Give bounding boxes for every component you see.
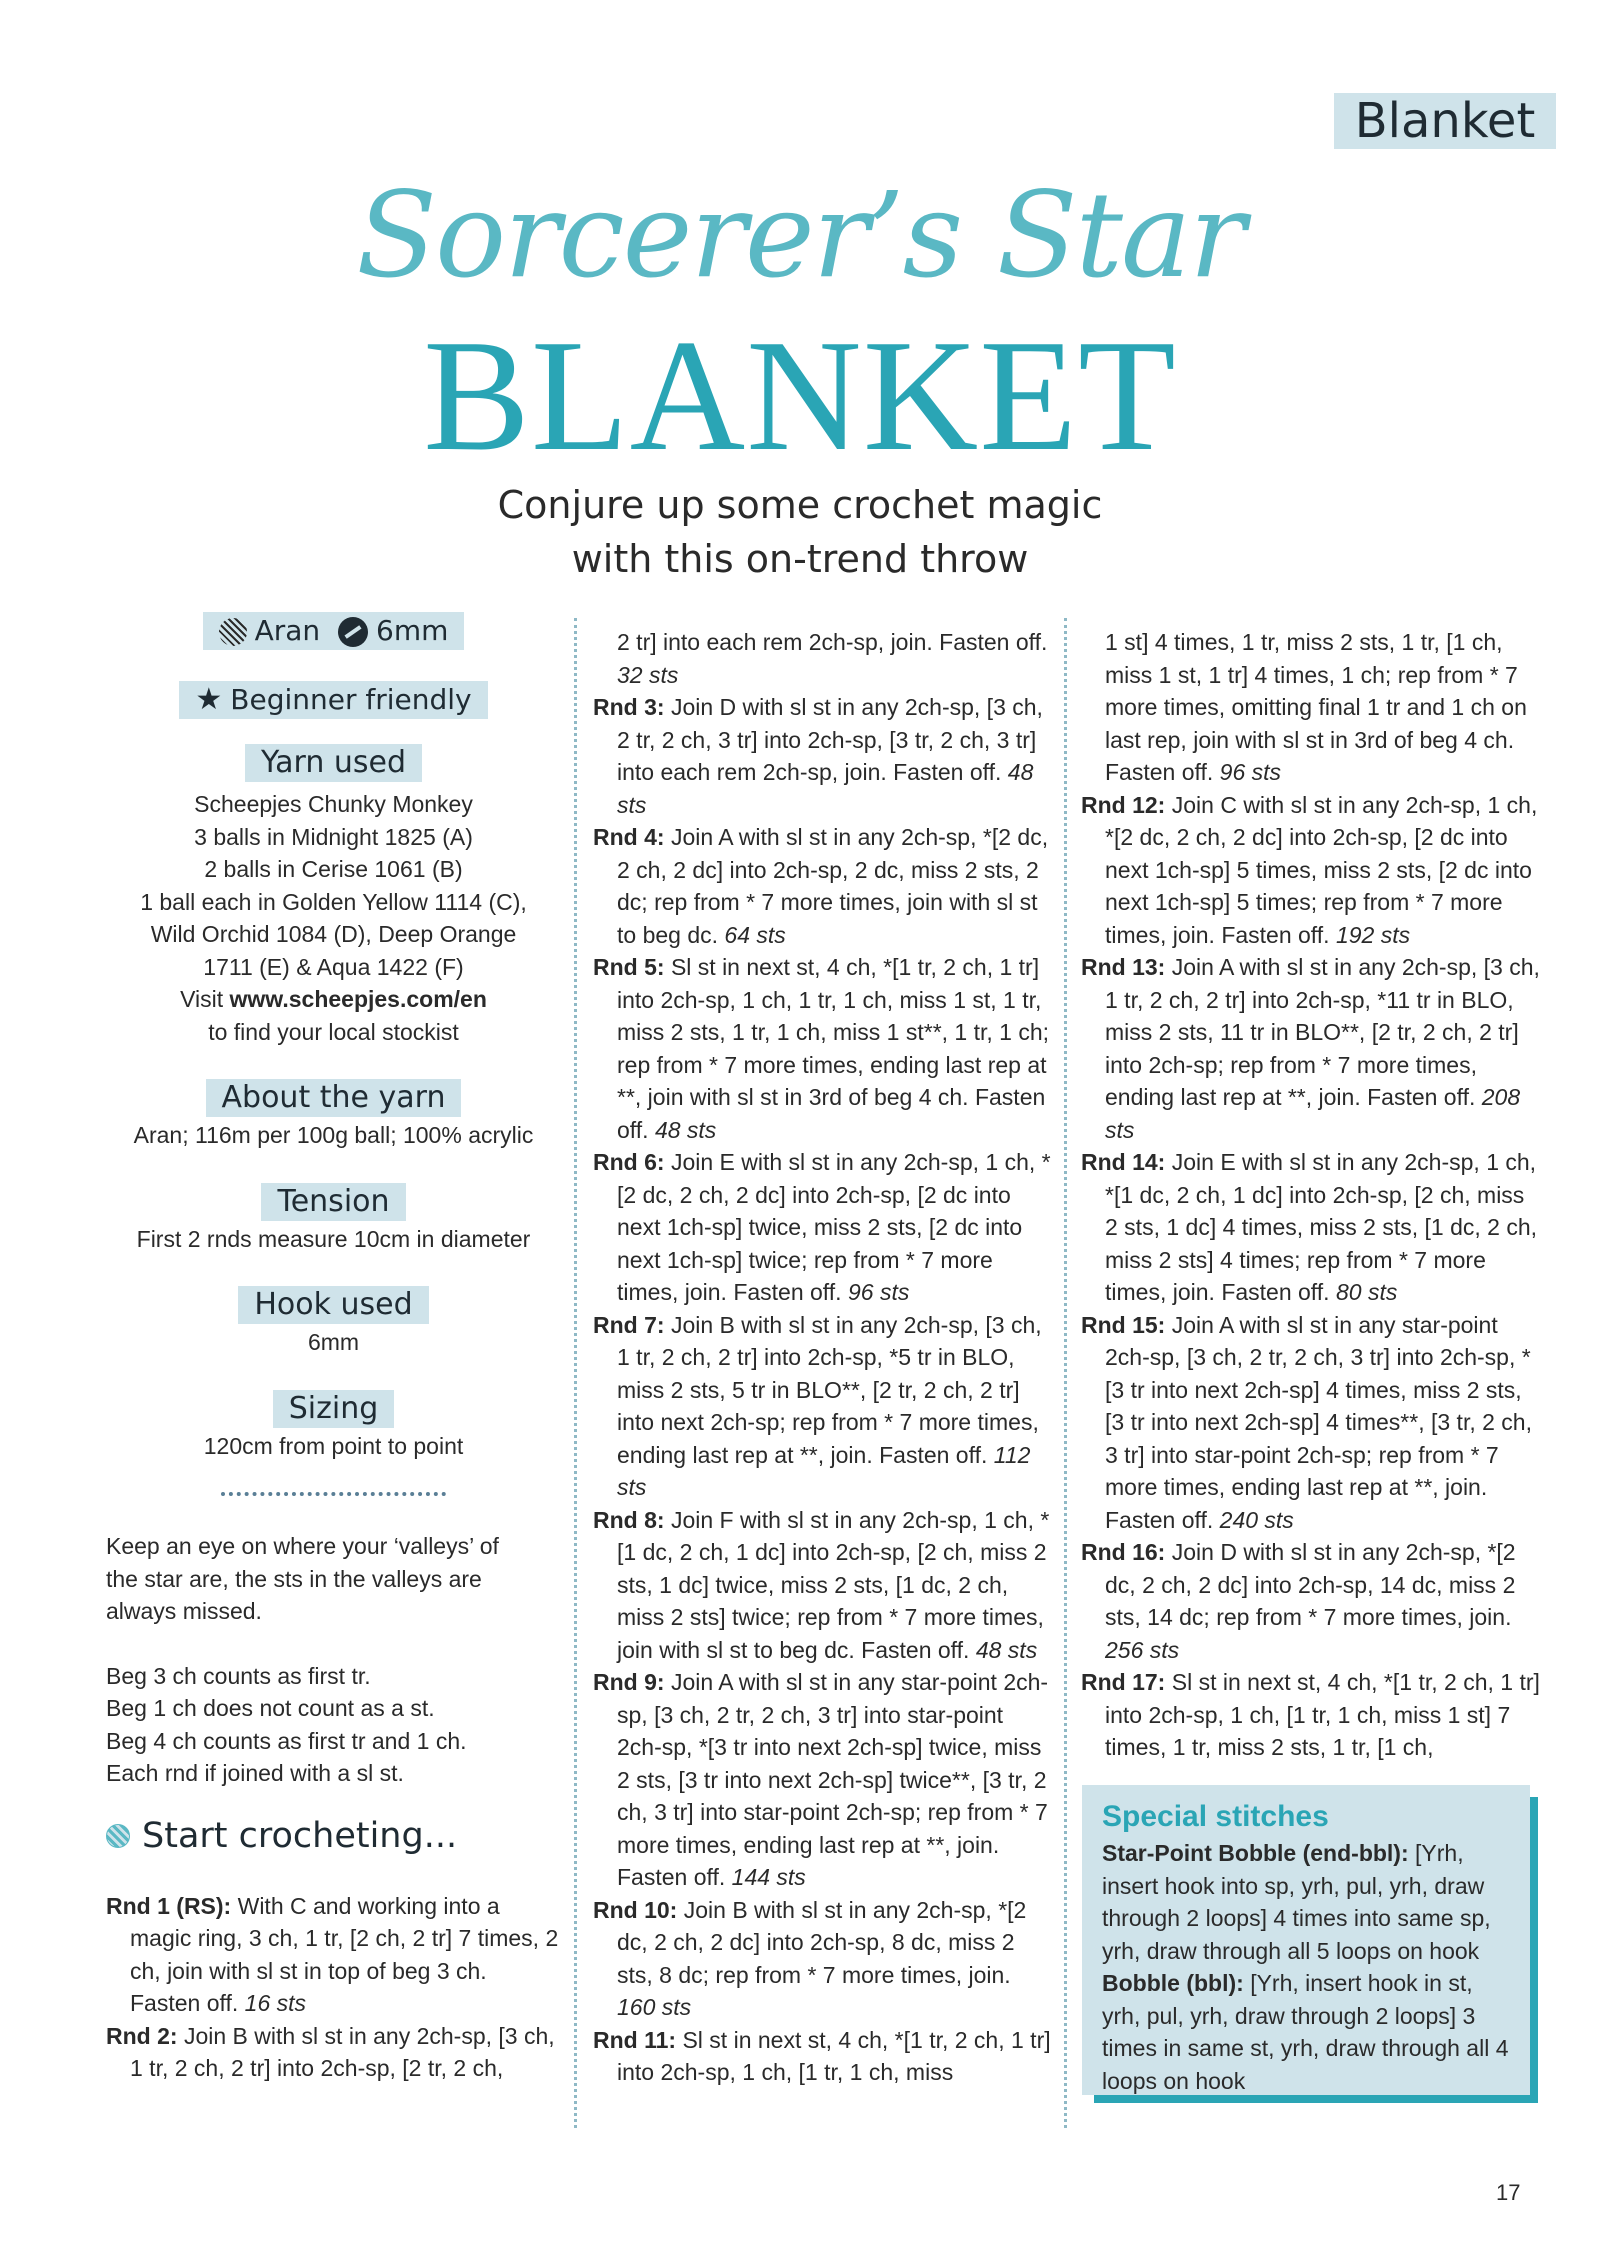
round-11-cont (1081, 626, 1541, 789)
round-label: Rnd 6: (593, 1149, 665, 1175)
round-count: 144 sts (731, 1864, 806, 1890)
round-count: 160 sts (617, 1994, 692, 2020)
yarn-line: 1 ball each in Golden Yellow 1114 (C), (140, 888, 527, 915)
level-pill (179, 681, 487, 719)
round-text: Join C with sl st in any 2ch-sp, 1 ch, *[2 dc, 2 ch, 2 dc] into 2ch-sp, [2 dc into next 1ch-sp] 5 times, miss 2 sts, [2 dc into next 1ch-sp] 5 times; rep from * 7 more times, join. Fasten off. (1105, 791, 1538, 948)
round-count: 48 sts (654, 1116, 717, 1143)
round-count: 48 sts (975, 1636, 1038, 1663)
round-count: 112 sts (617, 1441, 1031, 1500)
sizing-heading-row (106, 1390, 561, 1428)
round-12 (1081, 789, 1541, 952)
round-text: Join E with sl st in any 2ch-sp, 1 ch, *[1 dc, 2 ch, 1 dc] into 2ch-sp, [2 ch, miss 2 sts, 1 dc] 4 times, miss 2 sts, [1 dc, 2 ch, miss 2 sts] 4 times; rep from * 7 more times, join. Fasten off. (1105, 1149, 1538, 1305)
round-9 (593, 1666, 1053, 1894)
round-text: Join A with sl st in any 2ch-sp, [3 ch, 1 tr, 2 ch, 2 tr] into 2ch-sp, *11 tr in BLO, miss 2 sts, 11 tr in BLO**, [2 tr, 2 ch, 2 tr] into 2ch-sp; rep from * 7 more times, ending last rep at **, join. Fasten off. (1105, 954, 1540, 1110)
yarn-weight: Aran (254, 614, 321, 647)
round-count: 64 sts (724, 921, 786, 948)
sizing-heading: Sizing (273, 1390, 395, 1428)
round-count: 96 sts (847, 1279, 910, 1305)
stitch-label: Bobble (bbl): (1102, 1970, 1244, 1996)
about-yarn-text: Aran; 116m per 100g ball; 100% acrylic (133, 1122, 534, 1148)
round-text: Join B with sl st in any 2ch-sp, [3 ch, 1 tr, 2 ch, 2 tr] into 2ch-sp, [2 tr, 2 ch, (130, 2022, 555, 2081)
round-label: Rnd 13: (1081, 954, 1166, 980)
round-text: Sl st in next st, 4 ch, *[1 tr, 2 ch, 1 tr] into 2ch-sp, 1 ch, 1 tr, 1 ch, miss 1 st, 1 tr, miss 2 sts, 1 tr, 1 ch, miss 1 st**, 1 tr, 1 ch; rep from * 7 more times, ending last rep at **, join with sl st in 3rd of beg 4 ch. Fasten off. (617, 954, 1050, 1143)
round-10 (593, 1894, 1053, 2024)
round-8 (593, 1504, 1053, 1667)
star-icon: ★ (195, 682, 223, 717)
round-text: Sl st in next st, 4 ch, *[1 tr, 2 ch, 1 tr] into 2ch-sp, 1 ch, [1 tr, 1 ch, miss (617, 2026, 1051, 2085)
round-label: Rnd 10: (593, 1896, 678, 1923)
page-title-script: Sorcerer’s Star (356, 166, 1244, 304)
round-text: Join B with sl st in any 2ch-sp, *[2 dc, 2 ch, 2 dc] into 2ch-sp, 8 dc, miss 2 sts, 8 dc; rep from * 7 more times, join. (617, 1896, 1027, 1988)
round-label: Rnd 4: (593, 824, 665, 850)
special-stitch-spb (1102, 1837, 1514, 1967)
start-crocheting-heading (106, 1814, 561, 1858)
note-line: Beg 3 ch counts as first tr. (106, 1662, 371, 1689)
visit-line (106, 983, 561, 1016)
round-5 (593, 951, 1053, 1146)
round-text: Join F with sl st in any 2ch-sp, 1 ch, *[1 dc, 2 ch, 1 dc] into 2ch-sp, [2 ch, miss 2 sts, 1 dc] twice, miss 2 sts, [1 dc, 2 ch, miss 2 sts] twice; rep from * 7 more times, join with sl st to beg dc. Fasten off. (617, 1506, 1050, 1663)
special-stitches-box (1082, 1785, 1530, 2095)
stitch-text: [Yrh, insert hook in st, yrh, pul, yrh, draw through 2 loops] 3 times in same st, yrh, draw through all 4 loops on hook (1102, 1970, 1509, 2094)
hook-heading-row (106, 1286, 561, 1324)
special-stitch-bbl (1102, 1967, 1514, 2097)
tension-heading-row (106, 1183, 561, 1221)
note-line: the star are, the sts in the valleys are (106, 1565, 482, 1592)
note-line: always missed. (106, 1598, 262, 1624)
note-line: Each rnd if joined with a sl st. (106, 1760, 404, 1786)
section-tag: Blanket (1334, 93, 1556, 149)
stockist-link[interactable]: www.scheepjes.com/en (229, 986, 487, 1012)
round-label: Rnd 9: (593, 1669, 665, 1695)
tension-heading: Tension (261, 1183, 405, 1221)
round-6 (593, 1146, 1053, 1309)
round-label: Rnd 7: (593, 1311, 665, 1338)
round-4 (593, 821, 1053, 951)
round-text: Join A with sl st in any 2ch-sp, *[2 dc, 2 ch, 2 dc] into 2ch-sp, 2 dc, miss 2 sts, 2 dc; rep from * 7 more times, join with sl st to beg dc. (617, 824, 1049, 948)
yarn-ball-icon (219, 618, 247, 646)
yarn-used-heading-row (106, 744, 561, 782)
round-label: Rnd 12: (1081, 791, 1166, 818)
yarn-weight-pill (203, 612, 465, 650)
visit-suffix: to find your local stockist (208, 1018, 459, 1045)
start-heading-text: Start crocheting... (142, 1815, 458, 1856)
yarn-line: Scheepjes Chunky Monkey (194, 791, 473, 817)
round-label: Rnd 14: (1081, 1149, 1166, 1175)
round-1 (106, 1890, 561, 2020)
round-2 (106, 2020, 561, 2085)
level-text: Beginner friendly (230, 683, 472, 716)
round-count: 16 sts (244, 1990, 307, 2016)
visit-prefix: Visit (180, 986, 224, 1012)
round-label: Rnd 3: (593, 694, 665, 720)
round-11 (593, 2024, 1053, 2089)
valleys-note (106, 1530, 561, 1628)
subtitle-line-2: with this on-trend throw (571, 537, 1029, 581)
hook-size: 6mm (376, 614, 449, 647)
hook-text: 6mm (307, 1329, 360, 1355)
about-yarn-heading: About the yarn (206, 1079, 462, 1117)
yarn-line: 1711 (E) & Aqua 1422 (F) (203, 953, 464, 980)
pattern-middle (593, 626, 1053, 2089)
yarn-used-heading: Yarn used (245, 744, 422, 782)
pattern-right (1081, 626, 1541, 1764)
hook-icon (338, 617, 368, 647)
round-7 (593, 1309, 1053, 1504)
hook-heading: Hook used (238, 1286, 428, 1324)
subtitle-line-1: Conjure up some crochet magic (497, 483, 1103, 527)
yarn-line: Wild Orchid 1084 (D), Deep Orange (150, 921, 517, 947)
info-sidebar (106, 612, 561, 2085)
round-label: Rnd 2: (106, 2022, 178, 2049)
ball-icon (106, 1824, 130, 1848)
dotted-divider (221, 1492, 446, 1496)
round-3 (593, 691, 1053, 821)
round-count: 96 sts (1219, 759, 1282, 785)
round-text: Join E with sl st in any 2ch-sp, 1 ch, *[2 dc, 2 ch, 2 dc] into 2ch-sp, [2 dc into next 1ch-sp] twice, miss 2 sts, [2 dc into next 1ch-sp] twice; rep from * 7 more times, join. Fasten off. (617, 1149, 1051, 1305)
sizing-text: 120cm from point to point (203, 1432, 464, 1459)
yarn-line: 2 balls in Cerise 1061 (B) (204, 856, 463, 882)
round-text: Join B with sl st in any 2ch-sp, [3 ch, 1 tr, 2 ch, 2 tr] into 2ch-sp, *5 tr in BLO, miss 2 sts, 5 tr in BLO**, [2 tr, 2 ch, 2 tr] into next 2ch-sp; rep from * 7 more times, ending last rep at **, join. Fasten off. (617, 1311, 1042, 1468)
stitch-label: Star-Point Bobble (end-bbl): (1102, 1840, 1409, 1866)
yarn-used-list (106, 788, 561, 1048)
round-count: 256 sts (1105, 1636, 1180, 1663)
abbrev-notes (106, 1660, 561, 1790)
column-divider (1064, 618, 1067, 2128)
round-text: 2 tr] into each rem 2ch-sp, join. Fasten off. (617, 629, 1048, 655)
round-text: With C and working into a magic ring, 3 ch, 1 tr, [2 ch, 2 tr] 7 times, 2 ch, join with sl st in top of beg 3 ch. Fasten off. (130, 1892, 559, 2016)
round-label: Rnd 11: (593, 2026, 677, 2053)
round-label: Rnd 15: (1081, 1311, 1166, 1338)
yarn-weight-row (106, 612, 561, 650)
round-17 (1081, 1666, 1541, 1764)
note-line: Beg 1 ch does not count as a st. (106, 1695, 435, 1721)
about-yarn-heading-row (106, 1079, 561, 1117)
round-label: Rnd 8: (593, 1506, 665, 1533)
round-14 (1081, 1146, 1541, 1309)
round-text: Join A with sl st in any star-point 2ch-sp, [3 ch, 2 tr, 2 ch, 3 tr] into 2ch-sp, *[3 tr into next 2ch-sp] 4 times, miss 2 sts, [3 tr into next 2ch-sp] 4 times**, [3 tr, 2 ch, 3 tr] into star-point 2ch-sp; rep from * 7 more times, ending last rep at **, join. Fasten off. (1105, 1311, 1532, 1533)
round-count: 48 sts (617, 759, 1034, 818)
round-count: 32 sts (617, 661, 679, 688)
special-stitches-heading: Special stitches (1102, 1800, 1329, 1833)
round-label: Rnd 5: (593, 954, 665, 980)
round-2-cont (593, 626, 1053, 691)
column-divider (574, 618, 577, 2128)
round-text: Join D with sl st in any 2ch-sp, *[2 dc, 2 ch, 2 dc] into 2ch-sp, 14 dc, miss 2 sts, 14 dc; rep from * 7 more times, join. (1105, 1539, 1516, 1630)
round-count: 208 sts (1105, 1084, 1521, 1143)
round-text: Join A with sl st in any star-point 2ch-sp, [3 ch, 2 tr, 2 ch, 3 tr] into star-point 2ch-sp, *[3 tr into next 2ch-sp] twice, miss 2 sts, [3 tr into next 2ch-sp] twice**, [3 tr, 2 ch, 3 tr] into star-point 2ch-sp; rep from * 7 more times, ending last rep at **, join. Fasten off. (617, 1669, 1049, 1890)
round-13 (1081, 951, 1541, 1146)
note-line: Keep an eye on where your ‘valleys’ of (106, 1533, 499, 1559)
round-text: Join D with sl st in any 2ch-sp, [3 ch, 2 tr, 2 ch, 3 tr] into 2ch-sp, [3 tr, 2 ch, 3 tr] into each rem 2ch-sp, join. Fasten off. (617, 694, 1043, 785)
round-label: Rnd 1 (RS): (106, 1892, 232, 1919)
round-15 (1081, 1309, 1541, 1537)
level-row (106, 681, 561, 719)
subtitle (300, 478, 1300, 586)
round-label: Rnd 17: (1081, 1669, 1166, 1695)
round-label: Rnd 16: (1081, 1539, 1166, 1565)
round-count: 192 sts (1335, 921, 1411, 948)
note-line: Beg 4 ch counts as first tr and 1 ch. (106, 1727, 467, 1754)
page-title: BLANKET (423, 306, 1177, 484)
stitch-text: [Yrh, insert hook into sp, yrh, pul, yrh, draw through 2 loops] 4 times into same sp, yrh, draw through all 5 loops on hook (1102, 1840, 1491, 1964)
round-count: 80 sts (1335, 1279, 1398, 1305)
yarn-line: 3 balls in Midnight 1825 (A) (194, 823, 473, 850)
tension-text: First 2 rnds measure 10cm in diameter (136, 1225, 531, 1252)
round-16 (1081, 1536, 1541, 1666)
round-text: Sl st in next st, 4 ch, *[1 tr, 2 ch, 1 tr] into 2ch-sp, 1 ch, [1 tr, 1 ch, miss 1 st] 7 times, 1 tr, miss 2 sts, 1 tr, [1 ch, (1105, 1669, 1540, 1760)
round-count: 240 sts (1219, 1506, 1294, 1533)
pattern-left (106, 1890, 561, 2085)
page-number: 17 (1496, 2180, 1521, 2205)
round-text: 1 st] 4 times, 1 tr, miss 2 sts, 1 tr, [1 ch, miss 1 st, 1 tr] 4 times, 1 ch; rep from * 7 more times, omitting final 1 tr and 1 ch on last rep, join with sl st in 3rd of beg 4 ch. Fasten off. (1105, 629, 1527, 785)
